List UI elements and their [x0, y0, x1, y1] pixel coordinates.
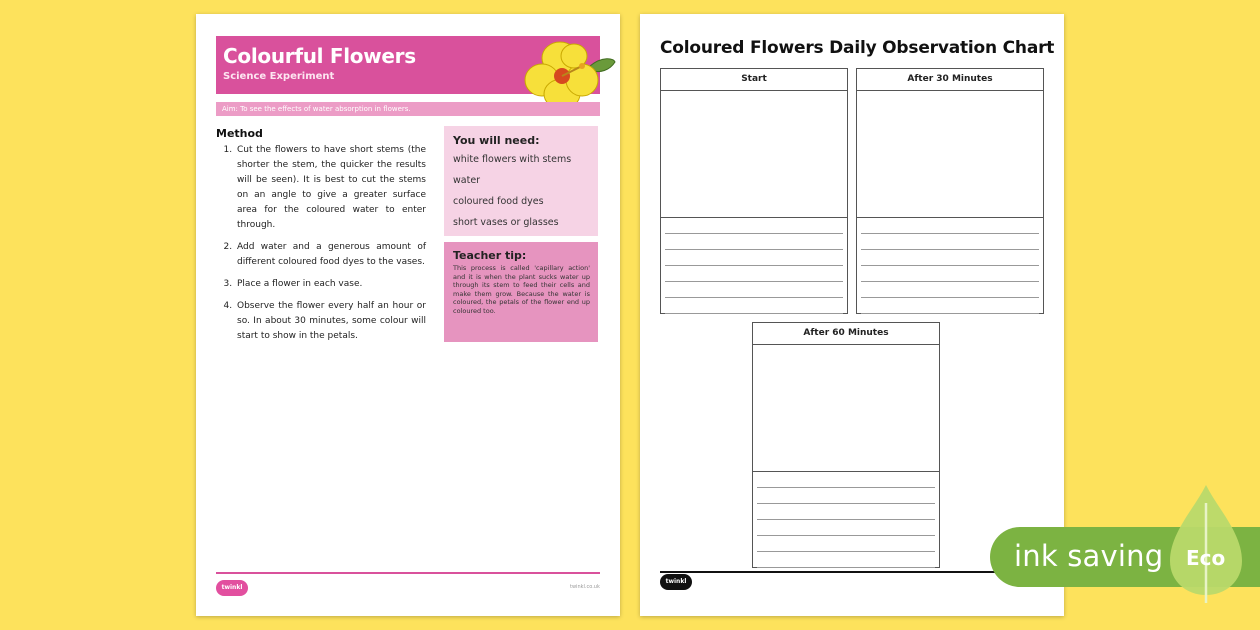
worksheet-title: Colourful Flowers	[223, 44, 416, 68]
drawing-area[interactable]	[661, 91, 847, 218]
footer-divider	[660, 571, 1044, 573]
footer-divider	[216, 572, 600, 574]
drawing-area[interactable]	[857, 91, 1043, 218]
panel-heading: After 60 Minutes	[753, 323, 939, 345]
ink-saving-label: ink saving	[1014, 539, 1164, 573]
material-item: coloured food dyes	[453, 196, 544, 207]
materials-box	[444, 126, 598, 236]
material-item: water	[453, 175, 481, 186]
eco-label: Eco	[1186, 546, 1226, 570]
writing-lines[interactable]	[661, 218, 847, 314]
teacher-tip-box	[444, 242, 598, 342]
panel-after-60-minutes	[752, 322, 940, 568]
tip-text: This process is called 'capillary action' and it is when the plant sucks water up through its stem to feed their cells and make them grow. Because the water is coloured, the petals of the flower end up coloured too.	[453, 264, 590, 315]
writing-lines[interactable]	[753, 472, 939, 568]
observation-chart-page	[640, 14, 1064, 616]
drawing-area[interactable]	[753, 345, 939, 472]
chart-title: Coloured Flowers Daily Observation Chart	[660, 38, 1055, 58]
title-banner	[216, 36, 600, 94]
method-section	[216, 126, 426, 351]
tip-heading: Teacher tip:	[453, 249, 527, 262]
worksheet-page	[196, 14, 620, 616]
method-heading: Method	[216, 127, 263, 140]
aim-strip: Aim: To see the effects of water absorption in flowers.	[216, 102, 600, 116]
material-item: short vases or glasses	[453, 217, 559, 228]
method-step: 2. Add water and a generous amount of different coloured food dyes to the vases.	[235, 240, 426, 270]
method-steps	[216, 143, 426, 344]
worksheet-subtitle: Science Experiment	[223, 71, 335, 82]
method-step: 4. Observe the flower every half an hour or so. In about 30 minutes, some colour will start to show in the petals.	[235, 299, 426, 344]
eco-leaf-icon	[1166, 481, 1246, 607]
material-item: white flowers with stems	[453, 154, 572, 165]
writing-lines[interactable]	[857, 218, 1043, 314]
materials-heading: You will need:	[453, 134, 540, 147]
site-url: twinkl.co.uk	[570, 584, 600, 590]
method-step: 1. Cut the flowers to have short stems (the shorter the stem, the quicker the results will be seen). It is best to cut the stems on an angle to give a greater surface area for the coloured water to enter through.	[235, 143, 426, 233]
panel-heading: After 30 Minutes	[857, 69, 1043, 91]
panel-after-30-minutes	[856, 68, 1044, 314]
panel-start	[660, 68, 848, 314]
method-step: 3. Place a flower in each vase.	[235, 277, 426, 292]
yellow-flower-icon	[516, 36, 616, 112]
panel-heading: Start	[661, 69, 847, 91]
twinkl-logo: twinkl	[216, 580, 248, 596]
twinkl-logo: twinkl	[660, 574, 692, 590]
